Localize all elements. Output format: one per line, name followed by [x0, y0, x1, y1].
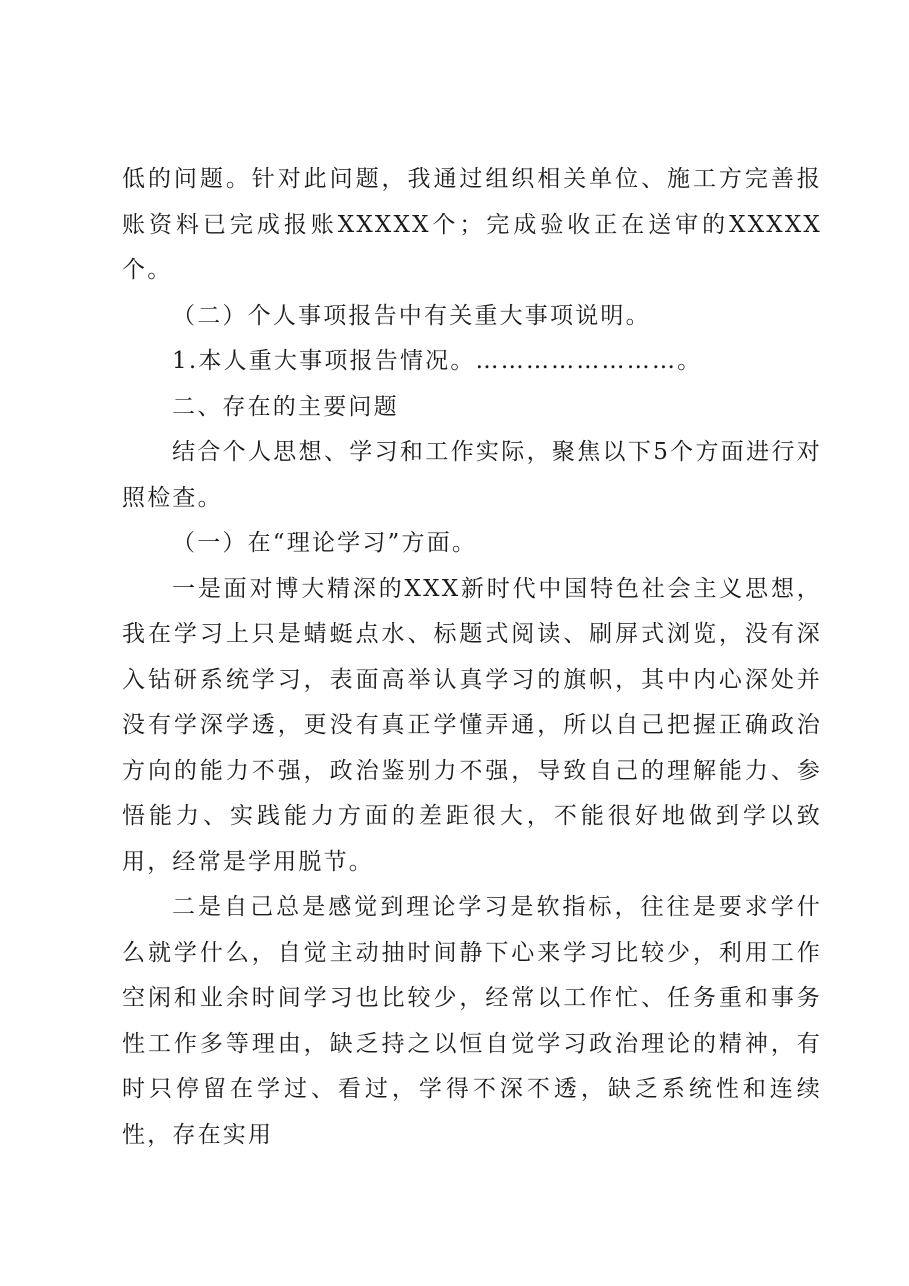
paragraph-point-two: 二是自己总是感觉到理论学习是软指标，往往是要求学什么就学什么，自觉主动抽时间静下心来学习比较少，利用工作空闲和业余时间学习也比较少，经常以工作忙、任务重和事务性工作多等理由，缺乏持之以恒自觉学习政治理论的精神，有时只停留在学过、看过，学得不深不透，缺乏系统性和连续性，存在实用	[122, 894, 822, 1148]
paragraph-major-matters-report: 1.本人重大事项报告情况。……………………。	[172, 348, 703, 374]
document-body	[122, 157, 822, 1158]
subheading-personal-matters: （二）个人事项报告中有关重大事项说明。	[172, 302, 651, 329]
heading-main-problems: 二、存在的主要问题	[172, 393, 399, 420]
paragraph-continuation: 低的问题。针对此问题，我通过组织相关单位、施工方完善报账资料已完成报账XXXXX个；完成验收正在送审的XXXXX个。	[122, 166, 822, 283]
subheading-theory-study: （一）在“理论学习”方面。	[172, 530, 478, 556]
paragraph-intro-five-aspects: 结合个人思想、学习和工作实际，聚焦以下5个方面进行对照检查。	[122, 439, 822, 511]
paragraph-point-one: 一是面对博大精深的XXX新时代中国特色社会主义思想，我在学习上只是蜻蜓点水、标题式阅读、刷屏式浏览，没有深入钻研系统学习，表面高举认真学习的旗帜，其中内心深处并没有学深学透，更没有真正学懂弄通，所以自己把握正确政治方向的能力不强，政治鉴别力不强，导致自己的理解能力、参悟能力、实践能力方面的差距很大，不能很好地做到学以致用，经常是学用脱节。	[122, 575, 822, 875]
